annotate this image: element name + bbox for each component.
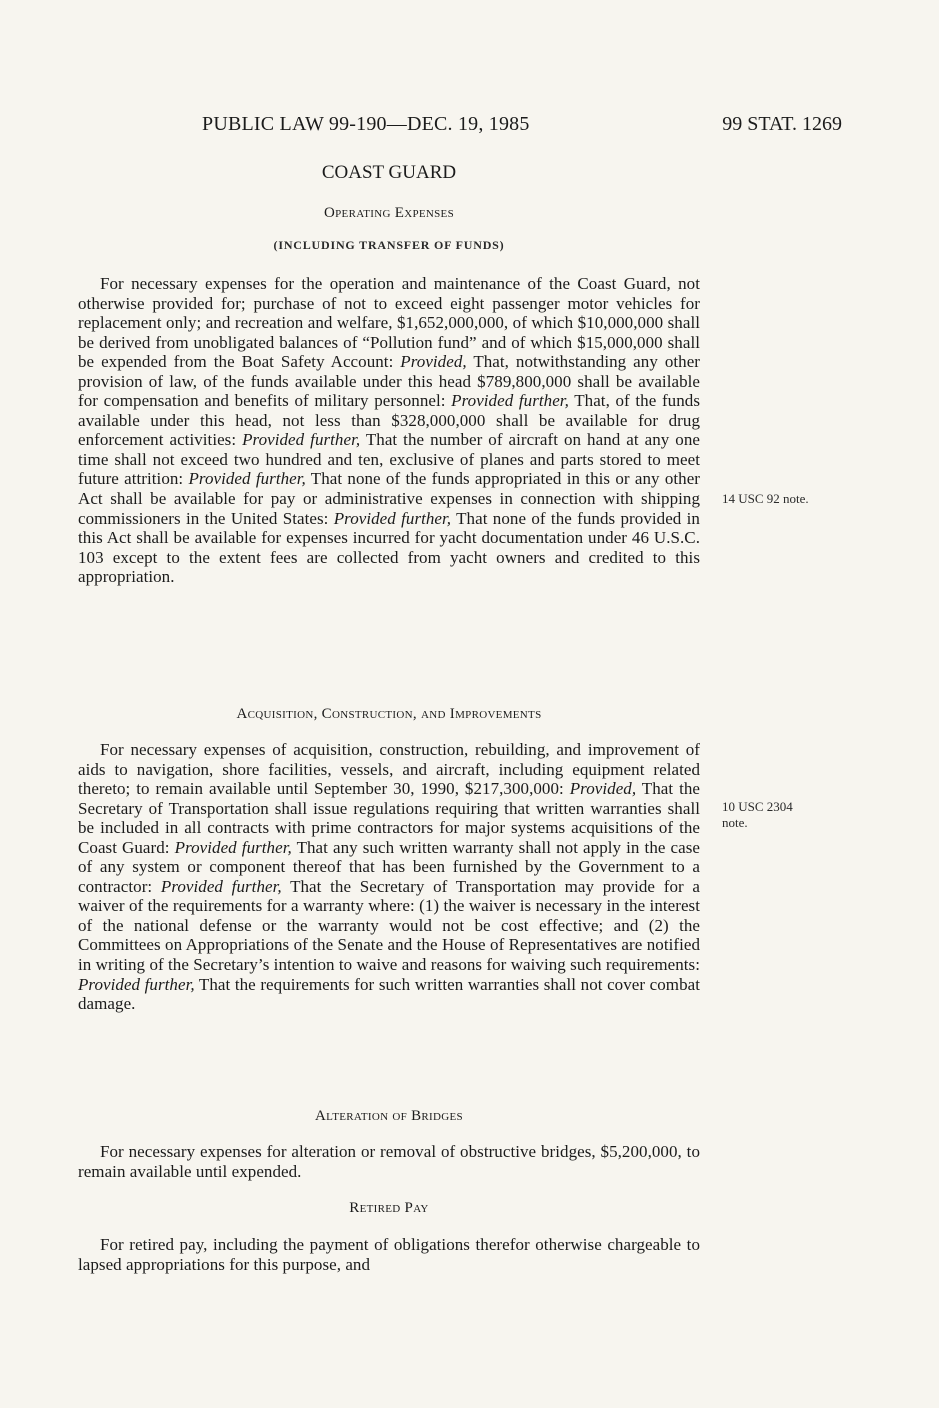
proviso: Provided further, xyxy=(451,391,569,411)
text-run: That the number of aircraft on hand at any one time shall not exceed two hundred and ten, exclusive of planes and parts stored to meet future attrition: xyxy=(78,430,700,489)
retired-pay-paragraph: For retired pay, including the payment of obligations therefor otherwise chargeable to lapsed appropriations for this purpose, and xyxy=(78,1235,700,1274)
proviso: Provided further, xyxy=(160,876,282,896)
margin-note-line: note. xyxy=(722,815,748,830)
proviso: Provided, xyxy=(569,779,637,799)
text-run: That the requirements for such written warranties shall not cover combat damage. xyxy=(78,974,701,1014)
proviso: Provided further, xyxy=(174,837,292,857)
proviso: Provided, xyxy=(400,352,467,372)
proviso: Provided further, xyxy=(188,469,306,489)
proviso: Provided further, xyxy=(242,430,361,450)
acquisition-heading: Acquisition, Construction, and Improvements xyxy=(236,706,542,722)
margin-note-10-usc-2304 xyxy=(722,799,852,831)
running-head xyxy=(202,113,842,141)
text-run: That the Secretary of Transportation may provide for a waiver of the requirements for a warranty where: (1) the waiver is necessary in the interest of the national defense or the warranty would not be cost effective; and (2) the Committees on Appropriations of the Senate and the House of Representatives are notified in writing of the Secretary’s intention to waive and reasons for waiving such requirements: xyxy=(78,876,701,975)
proviso: Provided further, xyxy=(333,508,452,528)
text-run: For necessary expenses of acquisition, construction, rebuilding, and improvement of aids to navigation, shore facilities, vessels, and aircraft, including equipment related thereto; to remain available until September 30, 1990, $217,300,000: xyxy=(78,740,700,799)
acquisition-paragraph xyxy=(78,740,700,1014)
margin-note-14-usc-92: 14 USC 92 note. xyxy=(722,491,809,506)
operating-expenses-paragraph xyxy=(78,274,700,587)
public-law-citation: PUBLIC LAW 99-190—DEC. 19, 1985 xyxy=(202,113,530,135)
transfer-of-funds-subheading: (INCLUDING TRANSFER OF FUNDS) xyxy=(273,238,505,252)
agency-title: COAST GUARD xyxy=(321,162,457,183)
text-run: That, of the funds available under this head, not less than $328,000,000 shall be available for drug enforcement activities: xyxy=(78,391,700,450)
proviso: Provided further, xyxy=(78,974,195,994)
bridges-heading: Alteration of Bridges xyxy=(315,1108,463,1124)
retired-pay-heading: Retired Pay xyxy=(349,1200,429,1216)
margin-note-line: 10 USC 2304 xyxy=(722,799,793,814)
text-run: That any such written warranty shall not apply in the case of any system or component thereof that has been furnished by the Government to a contractor: xyxy=(78,837,700,896)
bridges-paragraph: For necessary expenses for alteration or removal of obstructive bridges, $5,200,000, to remain available until expended. xyxy=(78,1142,700,1181)
statute-page-number: 99 STAT. 1269 xyxy=(722,113,842,135)
text-run: That, notwithstanding any other provision of law, of the funds available under this head $789,800,000 shall be available for compensation and benefits of military personnel: xyxy=(78,352,700,411)
text-run: That none of the funds appropriated in this or any other Act shall be available for pay or administrative expenses in connection with shipping commissioners in the United States: xyxy=(78,469,700,528)
text-run: For necessary expenses for the operation and maintenance of the Coast Guard, not otherwise provided for; purchase of not to exceed eight passenger motor vehicles for replacement only; and recreation and welfare, $1,652,000,000, of which $10,000,000 shall be derived from unobligated balances of “Pollution fund” and of which $15,000,000 shall be expended from the Boat Safety Account: xyxy=(78,274,700,372)
text-run: That none of the funds provided in this Act shall be available for expenses incurred for yacht documentation under 46 U.S.C. 103 except to the extent fees are collected from yacht owners and credited to this appropriation. xyxy=(78,508,700,587)
operating-expenses-heading: Operating Expenses xyxy=(324,205,454,221)
text-run: That the Secretary of Transportation shall issue regulations requiring that written warranties shall be included in all contracts with prime contractors for major systems acquisitions of the Coast Guard: xyxy=(78,779,700,857)
